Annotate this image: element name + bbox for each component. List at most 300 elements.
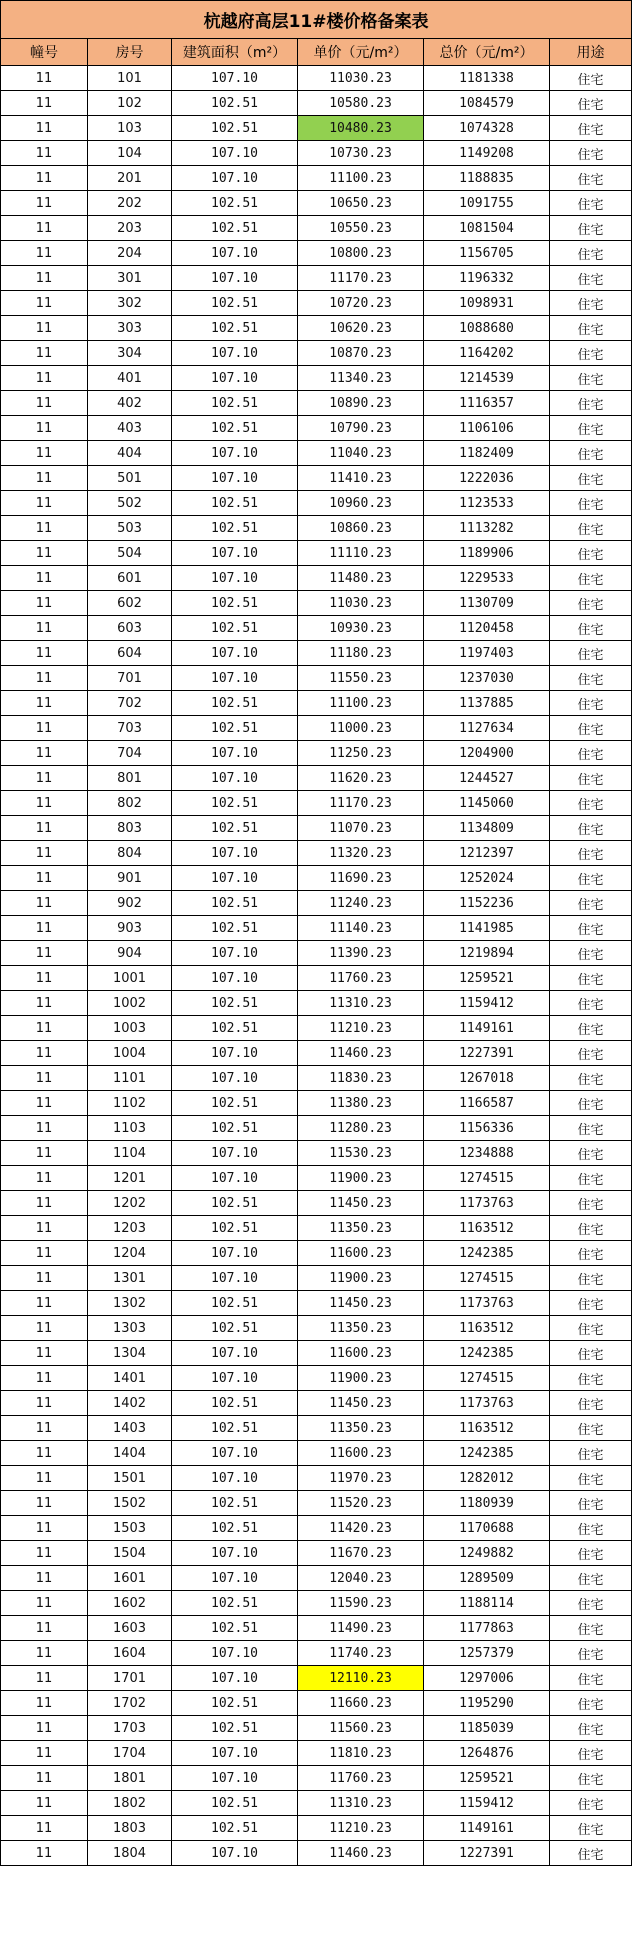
cell-use: 住宅 [550,1841,632,1866]
cell-total-price: 1274515 [424,1366,550,1391]
cell-building: 11 [1,641,88,666]
cell-total-price: 1134809 [424,816,550,841]
cell-building: 11 [1,1566,88,1591]
cell-unit-price: 11100.23 [298,166,424,191]
cell-use: 住宅 [550,341,632,366]
cell-unit-price: 11460.23 [298,1841,424,1866]
cell-unit-price: 10620.23 [298,316,424,341]
cell-room: 1101 [88,1066,172,1091]
cell-use: 住宅 [550,1541,632,1566]
cell-total-price: 1166587 [424,1091,550,1116]
cell-building: 11 [1,166,88,191]
cell-room: 1404 [88,1441,172,1466]
table-row [1,1791,632,1816]
cell-area: 102.51 [172,1091,298,1116]
table-body [1,66,632,1866]
cell-unit-price: 11590.23 [298,1591,424,1616]
cell-use: 住宅 [550,116,632,141]
cell-unit-price: 11760.23 [298,1766,424,1791]
cell-building: 11 [1,491,88,516]
cell-room: 1504 [88,1541,172,1566]
cell-room: 1303 [88,1316,172,1341]
cell-room: 403 [88,416,172,441]
cell-total-price: 1127634 [424,716,550,741]
cell-area: 102.51 [172,591,298,616]
cell-use: 住宅 [550,66,632,91]
cell-area: 107.10 [172,1566,298,1591]
cell-use: 住宅 [550,1416,632,1441]
cell-unit-price: 11310.23 [298,1791,424,1816]
cell-area: 107.10 [172,1166,298,1191]
cell-unit-price: 10860.23 [298,516,424,541]
cell-building: 11 [1,841,88,866]
cell-area: 102.51 [172,1416,298,1441]
table-row [1,691,632,716]
cell-area: 102.51 [172,1216,298,1241]
cell-total-price: 1149161 [424,1016,550,1041]
cell-building: 11 [1,1641,88,1666]
cell-area: 107.10 [172,1641,298,1666]
cell-building: 11 [1,741,88,766]
cell-unit-price: 11560.23 [298,1716,424,1741]
cell-total-price: 1170688 [424,1516,550,1541]
cell-total-price: 1123533 [424,491,550,516]
table-row [1,616,632,641]
cell-use: 住宅 [550,1716,632,1741]
cell-total-price: 1222036 [424,466,550,491]
cell-building: 11 [1,1716,88,1741]
cell-area: 102.51 [172,1116,298,1141]
cell-building: 11 [1,1016,88,1041]
cell-unit-price: 11600.23 [298,1341,424,1366]
cell-room: 904 [88,941,172,966]
cell-room: 201 [88,166,172,191]
cell-room: 803 [88,816,172,841]
cell-unit-price: 11320.23 [298,841,424,866]
cell-room: 704 [88,741,172,766]
cell-room: 1602 [88,1591,172,1616]
table-row [1,1566,632,1591]
table-row [1,1641,632,1666]
cell-unit-price: 10790.23 [298,416,424,441]
cell-use: 住宅 [550,166,632,191]
cell-area: 107.10 [172,866,298,891]
cell-building: 11 [1,566,88,591]
cell-area: 102.51 [172,416,298,441]
cell-building: 11 [1,191,88,216]
cell-total-price: 1180939 [424,1491,550,1516]
cell-unit-price: 11350.23 [298,1316,424,1341]
cell-area: 102.51 [172,291,298,316]
cell-area: 102.51 [172,316,298,341]
cell-building: 11 [1,1041,88,1066]
cell-room: 503 [88,516,172,541]
cell-total-price: 1159412 [424,991,550,1016]
cell-total-price: 1189906 [424,541,550,566]
cell-area: 102.51 [172,516,298,541]
table-row [1,1666,632,1691]
col-header-building: 幢号 [1,39,88,66]
cell-use: 住宅 [550,1141,632,1166]
cell-area: 107.10 [172,266,298,291]
cell-total-price: 1098931 [424,291,550,316]
cell-use: 住宅 [550,1816,632,1841]
cell-use: 住宅 [550,1791,632,1816]
cell-total-price: 1120458 [424,616,550,641]
cell-room: 901 [88,866,172,891]
cell-area: 102.51 [172,691,298,716]
cell-area: 102.51 [172,816,298,841]
table-row [1,316,632,341]
cell-area: 102.51 [172,191,298,216]
cell-room: 1402 [88,1391,172,1416]
cell-total-price: 1149208 [424,141,550,166]
cell-area: 102.51 [172,1791,298,1816]
cell-total-price: 1074328 [424,116,550,141]
cell-room: 1104 [88,1141,172,1166]
cell-building: 11 [1,1791,88,1816]
table-row [1,516,632,541]
table-row [1,291,632,316]
table-row [1,991,632,1016]
cell-room: 302 [88,291,172,316]
table-row [1,341,632,366]
cell-room: 1502 [88,1491,172,1516]
cell-total-price: 1282012 [424,1466,550,1491]
cell-unit-price: 10730.23 [298,141,424,166]
table-row [1,391,632,416]
cell-room: 1301 [88,1266,172,1291]
table-row [1,141,632,166]
cell-building: 11 [1,1166,88,1191]
cell-use: 住宅 [550,91,632,116]
cell-total-price: 1274515 [424,1266,550,1291]
cell-use: 住宅 [550,641,632,666]
cell-building: 11 [1,866,88,891]
cell-building: 11 [1,1591,88,1616]
cell-area: 102.51 [172,1016,298,1041]
cell-unit-price: 10650.23 [298,191,424,216]
cell-total-price: 1177863 [424,1616,550,1641]
cell-building: 11 [1,1241,88,1266]
cell-total-price: 1242385 [424,1241,550,1266]
table-row [1,816,632,841]
cell-use: 住宅 [550,1766,632,1791]
cell-area: 102.51 [172,1616,298,1641]
cell-area: 107.10 [172,1766,298,1791]
table-row [1,1816,632,1841]
cell-area: 102.51 [172,616,298,641]
cell-room: 101 [88,66,172,91]
cell-unit-price: 11450.23 [298,1291,424,1316]
table-row [1,766,632,791]
cell-total-price: 1159412 [424,1791,550,1816]
cell-total-price: 1244527 [424,766,550,791]
cell-room: 301 [88,266,172,291]
cell-building: 11 [1,941,88,966]
cell-total-price: 1163512 [424,1316,550,1341]
cell-total-price: 1084579 [424,91,550,116]
cell-building: 11 [1,316,88,341]
cell-area: 102.51 [172,1316,298,1341]
cell-use: 住宅 [550,316,632,341]
cell-building: 11 [1,341,88,366]
cell-use: 住宅 [550,616,632,641]
cell-building: 11 [1,991,88,1016]
cell-use: 住宅 [550,816,632,841]
cell-use: 住宅 [550,566,632,591]
cell-total-price: 1219894 [424,941,550,966]
cell-unit-price: 11490.23 [298,1616,424,1641]
cell-use: 住宅 [550,866,632,891]
cell-use: 住宅 [550,141,632,166]
table-row [1,1216,632,1241]
cell-building: 11 [1,591,88,616]
cell-unit-price: 11390.23 [298,941,424,966]
cell-building: 11 [1,116,88,141]
cell-total-price: 1259521 [424,966,550,991]
cell-room: 103 [88,116,172,141]
cell-room: 602 [88,591,172,616]
cell-building: 11 [1,366,88,391]
cell-unit-price: 11310.23 [298,991,424,1016]
cell-area: 107.10 [172,1741,298,1766]
cell-use: 住宅 [550,1091,632,1116]
cell-room: 203 [88,216,172,241]
cell-area: 102.51 [172,116,298,141]
table-row [1,1466,632,1491]
cell-area: 102.51 [172,1391,298,1416]
cell-use: 住宅 [550,691,632,716]
cell-unit-price: 11100.23 [298,691,424,716]
cell-area: 107.10 [172,1341,298,1366]
cell-area: 107.10 [172,166,298,191]
cell-unit-price: 11480.23 [298,566,424,591]
cell-area: 107.10 [172,566,298,591]
cell-area: 107.10 [172,966,298,991]
cell-area: 107.10 [172,666,298,691]
cell-total-price: 1149161 [424,1816,550,1841]
cell-use: 住宅 [550,1741,632,1766]
cell-total-price: 1195290 [424,1691,550,1716]
cell-use: 住宅 [550,791,632,816]
cell-total-price: 1152236 [424,891,550,916]
cell-room: 501 [88,466,172,491]
cell-area: 102.51 [172,391,298,416]
cell-room: 404 [88,441,172,466]
cell-total-price: 1252024 [424,866,550,891]
table-row [1,116,632,141]
cell-room: 701 [88,666,172,691]
cell-unit-price: 10480.23 [298,116,424,141]
cell-total-price: 1113282 [424,516,550,541]
cell-unit-price: 11900.23 [298,1366,424,1391]
cell-area: 102.51 [172,991,298,1016]
cell-room: 102 [88,91,172,116]
cell-unit-price: 11530.23 [298,1141,424,1166]
cell-room: 1701 [88,1666,172,1691]
cell-building: 11 [1,1766,88,1791]
cell-area: 102.51 [172,1591,298,1616]
table-row [1,466,632,491]
cell-use: 住宅 [550,516,632,541]
cell-area: 107.10 [172,766,298,791]
table-row [1,441,632,466]
cell-unit-price: 11210.23 [298,1016,424,1041]
cell-building: 11 [1,1316,88,1341]
table-row [1,1541,632,1566]
cell-total-price: 1229533 [424,566,550,591]
table-row [1,891,632,916]
cell-use: 住宅 [550,291,632,316]
cell-building: 11 [1,1191,88,1216]
cell-total-price: 1212397 [424,841,550,866]
cell-use: 住宅 [550,1591,632,1616]
cell-area: 107.10 [172,941,298,966]
cell-unit-price: 10580.23 [298,91,424,116]
col-header-room: 房号 [88,39,172,66]
cell-building: 11 [1,66,88,91]
table-row [1,1516,632,1541]
table-row [1,66,632,91]
cell-use: 住宅 [550,266,632,291]
cell-area: 107.10 [172,541,298,566]
table-row [1,191,632,216]
cell-total-price: 1267018 [424,1066,550,1091]
cell-use: 住宅 [550,541,632,566]
cell-room: 1704 [88,1741,172,1766]
cell-room: 402 [88,391,172,416]
cell-building: 11 [1,1741,88,1766]
cell-building: 11 [1,1391,88,1416]
header-row [1,39,632,66]
cell-unit-price: 11740.23 [298,1641,424,1666]
cell-room: 802 [88,791,172,816]
cell-total-price: 1088680 [424,316,550,341]
cell-area: 107.10 [172,1041,298,1066]
cell-room: 1201 [88,1166,172,1191]
cell-use: 住宅 [550,1691,632,1716]
cell-use: 住宅 [550,1241,632,1266]
cell-unit-price: 11180.23 [298,641,424,666]
cell-area: 102.51 [172,91,298,116]
table-row [1,1016,632,1041]
cell-room: 401 [88,366,172,391]
table-row [1,666,632,691]
table-row [1,541,632,566]
cell-unit-price: 11280.23 [298,1116,424,1141]
cell-total-price: 1188114 [424,1591,550,1616]
cell-building: 11 [1,1366,88,1391]
cell-total-price: 1196332 [424,266,550,291]
cell-unit-price: 10550.23 [298,216,424,241]
cell-total-price: 1173763 [424,1391,550,1416]
cell-total-price: 1106106 [424,416,550,441]
table-row [1,266,632,291]
cell-unit-price: 11340.23 [298,366,424,391]
cell-building: 11 [1,141,88,166]
table-row [1,1366,632,1391]
cell-use: 住宅 [550,1641,632,1666]
cell-unit-price: 10870.23 [298,341,424,366]
cell-area: 102.51 [172,791,298,816]
cell-use: 住宅 [550,391,632,416]
cell-use: 住宅 [550,1616,632,1641]
cell-use: 住宅 [550,916,632,941]
cell-unit-price: 10800.23 [298,241,424,266]
table-row [1,1316,632,1341]
table-row [1,741,632,766]
table-row [1,1041,632,1066]
table-row [1,1616,632,1641]
cell-unit-price: 11000.23 [298,716,424,741]
cell-area: 107.10 [172,1466,298,1491]
cell-room: 903 [88,916,172,941]
cell-room: 1302 [88,1291,172,1316]
cell-total-price: 1297006 [424,1666,550,1691]
cell-use: 住宅 [550,891,632,916]
cell-area: 107.10 [172,1066,298,1091]
table-row [1,366,632,391]
table-row [1,1416,632,1441]
cell-unit-price: 11450.23 [298,1391,424,1416]
cell-building: 11 [1,716,88,741]
cell-unit-price: 11070.23 [298,816,424,841]
cell-building: 11 [1,1816,88,1841]
cell-unit-price: 11900.23 [298,1166,424,1191]
cell-total-price: 1173763 [424,1191,550,1216]
cell-use: 住宅 [550,466,632,491]
cell-area: 107.10 [172,366,298,391]
cell-unit-price: 11810.23 [298,1741,424,1766]
cell-room: 1501 [88,1466,172,1491]
cell-building: 11 [1,1116,88,1141]
cell-room: 1203 [88,1216,172,1241]
cell-area: 107.10 [172,341,298,366]
cell-area: 102.51 [172,1691,298,1716]
table-row [1,941,632,966]
cell-room: 1003 [88,1016,172,1041]
table-row [1,416,632,441]
table-row [1,841,632,866]
cell-unit-price: 11660.23 [298,1691,424,1716]
cell-room: 1703 [88,1716,172,1741]
cell-area: 107.10 [172,1666,298,1691]
cell-unit-price: 11550.23 [298,666,424,691]
col-header-unit-price: 单价（元/m²） [298,39,424,66]
cell-unit-price: 10930.23 [298,616,424,641]
cell-use: 住宅 [550,1516,632,1541]
cell-total-price: 1141985 [424,916,550,941]
cell-unit-price: 11670.23 [298,1541,424,1566]
cell-unit-price: 12110.23 [298,1666,424,1691]
cell-area: 107.10 [172,1366,298,1391]
table-row [1,1066,632,1091]
cell-use: 住宅 [550,841,632,866]
cell-room: 104 [88,141,172,166]
col-header-area: 建筑面积（m²） [172,39,298,66]
table-row [1,1441,632,1466]
cell-total-price: 1257379 [424,1641,550,1666]
cell-total-price: 1234888 [424,1141,550,1166]
cell-use: 住宅 [550,1116,632,1141]
table-row [1,916,632,941]
table-row [1,866,632,891]
cell-building: 11 [1,1441,88,1466]
cell-unit-price: 11240.23 [298,891,424,916]
cell-use: 住宅 [550,766,632,791]
cell-total-price: 1116357 [424,391,550,416]
